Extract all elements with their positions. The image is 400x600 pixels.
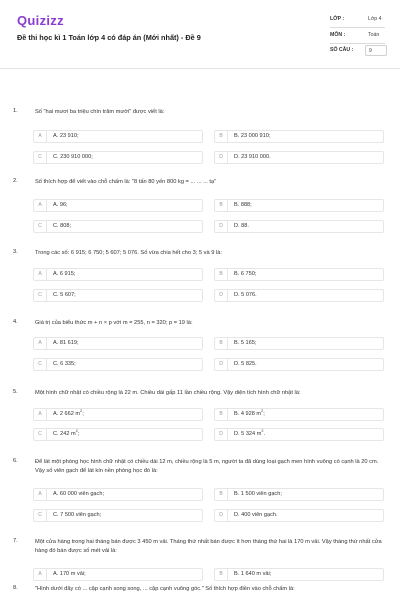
option-text — [53, 338, 79, 349]
option-letter: D — [215, 359, 228, 370]
question-text: Số "hai mươi ba triệu chín trăm mười" được viết là: — [35, 109, 165, 115]
option-letter: B — [215, 409, 228, 420]
option-value: C. 7 500 viên gạch; — [53, 512, 102, 518]
option-letter: D — [215, 221, 228, 232]
option-superscript: 2 — [75, 429, 78, 434]
option-letter: A — [34, 269, 47, 280]
answer-option-a[interactable] — [33, 568, 203, 581]
option-value: D. 5 324 m — [234, 431, 262, 437]
option-letter: C — [34, 221, 47, 232]
option-text — [234, 152, 271, 163]
answer-option-b[interactable] — [214, 568, 384, 581]
option-text — [234, 290, 257, 301]
answer-option-d[interactable] — [214, 428, 384, 441]
option-value: A. 96; — [53, 202, 68, 208]
class-label: LỚP : — [330, 16, 345, 22]
option-value: D. 5 076. — [234, 292, 257, 298]
option-value: A. 81 619; — [53, 340, 79, 346]
option-text — [234, 569, 271, 580]
question-count-box: 9 — [365, 45, 387, 56]
option-text — [234, 510, 278, 521]
answer-option-d[interactable] — [214, 358, 384, 371]
option-letter: D — [215, 152, 228, 163]
option-text — [234, 131, 270, 142]
question-number: 6. — [13, 458, 18, 464]
option-letter: C — [34, 152, 47, 163]
option-letter: B — [215, 338, 228, 349]
option-letter: D — [215, 510, 228, 521]
option-text — [53, 359, 76, 370]
question-number: 2. — [13, 178, 18, 184]
option-text — [53, 290, 76, 301]
count-label: SỐ CÂU : — [330, 47, 354, 53]
option-text — [53, 152, 93, 163]
question-number: 3. — [13, 249, 18, 255]
question-number: 5. — [13, 389, 18, 395]
answer-option-d[interactable] — [214, 289, 384, 302]
option-value: B. 1 500 viên gạch; — [234, 491, 282, 497]
question-text: Trong các số: 6 915; 6 750; 5 607; 5 076. Số vừa chia hết cho 3; 5 và 9 là: — [35, 250, 222, 256]
question-text: Số thích hợp để viết vào chỗ chấm là: "8 tấn 80 yến 800 kg = ... ... ... tạ" — [35, 179, 217, 185]
option-letter: A — [34, 131, 47, 142]
answer-option-c[interactable] — [33, 289, 203, 302]
option-letter: D — [215, 290, 228, 301]
option-value: A. 23 910; — [53, 133, 79, 139]
header-divider — [0, 68, 400, 69]
option-letter: A — [34, 338, 47, 349]
answer-option-b[interactable] — [214, 337, 384, 350]
option-value: B. 5 165; — [234, 340, 257, 346]
question-number: 4. — [13, 319, 18, 325]
answer-option-c[interactable] — [33, 509, 203, 522]
answer-option-a[interactable] — [33, 268, 203, 281]
option-text — [53, 429, 79, 440]
option-value: B. 6 750; — [234, 271, 257, 277]
option-value: A. 60 000 viên gạch; — [53, 491, 105, 497]
option-value: A. 6 915; — [53, 271, 76, 277]
option-letter: C — [34, 290, 47, 301]
option-text — [53, 269, 75, 280]
option-text — [234, 200, 252, 211]
option-value: A. 170 m vải; — [53, 571, 86, 577]
option-punctuation: ; — [77, 431, 80, 437]
subject-value: Toán — [368, 32, 380, 38]
option-value: B. 888; — [234, 202, 252, 208]
option-superscript: 2 — [261, 429, 264, 434]
option-text — [234, 429, 265, 440]
answer-option-d[interactable] — [214, 220, 384, 233]
question-text: "Hình dưới đây có ... cặp cạnh song song, ... cặp cạnh vuông góc." Số thích hợp điền vào chỗ chấm là: — [35, 586, 295, 592]
option-letter: A — [34, 489, 47, 500]
option-letter: C — [34, 359, 47, 370]
option-punctuation: ; — [82, 411, 84, 417]
option-text — [53, 569, 86, 580]
option-superscript: 2 — [80, 409, 83, 414]
option-punctuation: ; — [263, 411, 265, 417]
question-number: 7. — [13, 538, 18, 544]
option-value: B. 4 928 m — [234, 411, 262, 417]
answer-option-a[interactable] — [33, 337, 203, 350]
option-letter: B — [215, 569, 228, 580]
option-text — [53, 131, 79, 142]
question-text: Giá trị của biểu thức m + n × p với m = 255, n = 320; p = 19 là: — [35, 320, 193, 326]
answer-option-c[interactable] — [33, 220, 203, 233]
option-value: C. 6 335; — [53, 361, 76, 367]
option-letter: A — [34, 569, 47, 580]
question-text: Một hình chữ nhật có chiều rộng là 22 m. Chiều dài gấp 11 lần chiều rộng. Vậy diện tích hình chữ nhật là: — [35, 390, 301, 396]
answer-option-b[interactable] — [214, 268, 384, 281]
option-text — [53, 200, 68, 211]
option-value: C. 808; — [53, 223, 72, 229]
option-value: A. 2 662 m — [53, 411, 81, 417]
answer-option-b[interactable] — [214, 130, 384, 143]
option-text — [53, 409, 84, 420]
option-text — [234, 359, 257, 370]
answer-option-a[interactable] — [33, 408, 203, 421]
option-letter: B — [215, 131, 228, 142]
option-value: C. 242 m — [53, 431, 76, 437]
answer-option-b[interactable] — [214, 488, 384, 501]
subject-divider — [330, 43, 385, 44]
option-text — [53, 489, 104, 500]
answer-option-c[interactable] — [33, 151, 203, 164]
answer-option-c[interactable] — [33, 428, 203, 441]
option-punctuation: . — [263, 431, 266, 437]
worksheet-header — [0, 0, 400, 70]
option-value: D. 400 viên gạch. — [234, 512, 278, 518]
class-value: Lớp 4 — [368, 16, 382, 22]
option-letter: D — [215, 429, 228, 440]
option-letter: A — [34, 200, 47, 211]
answer-option-b[interactable] — [214, 199, 384, 212]
question-text: Để lát một phòng học hình chữ nhật có chiều dài 12 m, chiều rộng là 5 m, người ta đã dùng loại gạch men hình vuông có cạnh là 20 cm. Vậy số viên gạch để lát kín nền phòng học đó là: — [35, 459, 379, 474]
option-value: C. 230 910 000; — [53, 154, 93, 160]
option-letter: C — [34, 510, 47, 521]
option-value: D. 23 910 000. — [234, 154, 271, 160]
answer-option-c[interactable] — [33, 358, 203, 371]
question-number: 8. — [13, 585, 18, 591]
answer-option-b[interactable] — [214, 408, 384, 421]
option-text — [53, 221, 71, 232]
option-superscript: 2 — [261, 409, 264, 414]
option-value: D. 88. — [234, 223, 249, 229]
option-letter: B — [215, 269, 228, 280]
answer-option-a[interactable] — [33, 130, 203, 143]
option-letter: B — [215, 489, 228, 500]
option-letter: A — [34, 409, 47, 420]
answer-option-a[interactable] — [33, 488, 203, 501]
page-title: Đề thi học kì 1 Toán lớp 4 có đáp án (Mới nhất) - Đề 9 — [17, 33, 201, 42]
answer-option-d[interactable] — [214, 151, 384, 164]
option-text — [234, 338, 256, 349]
answer-option-d[interactable] — [214, 509, 384, 522]
answer-option-a[interactable] — [33, 199, 203, 212]
option-letter: C — [34, 429, 47, 440]
option-text — [234, 269, 256, 280]
option-value: B. 23 000 910; — [234, 133, 271, 139]
option-text — [234, 409, 265, 420]
question-text: Một cửa hàng trong hai tháng bán được 3 450 m vải. Tháng thứ nhất bán được ít hơn tháng thứ hai là 170 m vải. Vậy tháng thứ nhất cửa hàng đó bán được số mét vải là: — [35, 539, 382, 554]
option-text — [53, 510, 101, 521]
option-value: D. 5 825. — [234, 361, 257, 367]
option-value: B. 1 640 m vải; — [234, 571, 272, 577]
option-text — [234, 489, 282, 500]
subject-label: MÔN : — [330, 32, 346, 38]
question-number: 1. — [13, 108, 18, 114]
option-text — [234, 221, 249, 232]
option-letter: B — [215, 200, 228, 211]
option-value: C. 5 607; — [53, 292, 76, 298]
class-divider — [330, 27, 385, 28]
quizizz-logo: Quizizz — [17, 13, 64, 28]
